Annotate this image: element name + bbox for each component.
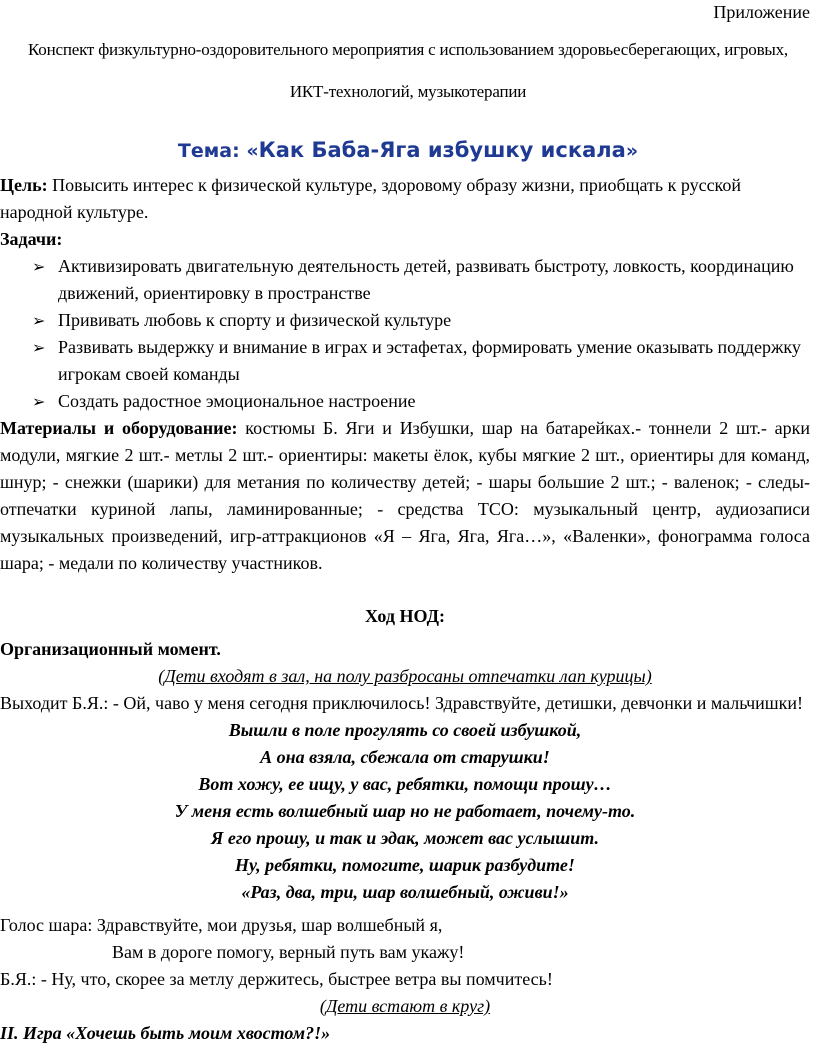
course-heading: Ход НОД: xyxy=(364,606,445,626)
arrow-bullet-icon: ➢ xyxy=(32,392,46,411)
poem-line: Вот хожу, ее ищу, у вас, ребятки, помощи прошу… xyxy=(198,774,612,794)
goal-text: Повысить интерес к физической культуре, здоровому образу жизни, приобщать к русской народной культуре. xyxy=(0,175,742,222)
materials-label: Материалы и оборудование: xyxy=(0,418,238,438)
task-text: Активизировать двигательную деятельность детей, развивать быстроту, ловкость, координацию движений, ориентировку в пространстве xyxy=(58,256,794,303)
document-body xyxy=(0,172,810,1047)
list-item xyxy=(32,334,810,388)
arrow-bullet-icon: ➢ xyxy=(32,338,46,357)
task-text: Развивать выдержку и внимание в играх и эстафетах, формировать умение оказывать поддержку игрокам своей команды xyxy=(58,337,801,384)
summary-title-line-2: ИКТ-технологий, музыкотерапии xyxy=(289,82,527,101)
topic-prefix: Тема: « xyxy=(177,140,259,162)
poem-line: Вышли в поле прогулять со своей избушкой, xyxy=(228,720,582,740)
poem-line: У меня есть волшебный шар но не работает, почему-то. xyxy=(174,801,636,821)
stage-direction-circle: (Дети встают в круг) xyxy=(319,996,491,1016)
arrow-bullet-icon: ➢ xyxy=(32,311,46,330)
baba-yaga-intro: Выходит Б.Я.: - Ой, чаво у меня сегодня приключилось! Здравствуйте, детишки, девчонки и мальчишки! xyxy=(0,693,804,713)
game-title: II. Игра «Хочешь быть моим хвостом?!» xyxy=(0,1023,331,1043)
poem-line: А она взяла, сбежала от старушки! xyxy=(260,747,550,767)
list-item xyxy=(32,388,810,415)
materials-text: костюмы Б. Яги и Избушки, шар на батарейках.- тоннели 2 шт.- арки модули, мягкие 2 шт.- метлы 2 шт.- ориентиры: макеты ёлок, кубы мягкие 2 шт., ориентиры для команд, шнур; - снежки (шарики) для метания по количеству детей; - шары большие 2 шт.; - валенок; - следы-отпечатки куриной лапы, ламинированные; - средства ТСО: музыкальный центр, аудиозаписи музыкальных произведений, игр-аттракционов «Я – Яга, Яга, Яга…», «Валенки», фонограмма голоса шара; - медали по количеству участников. xyxy=(0,418,810,573)
ball-voice-line-1: Голос шара: Здравствуйте, мои друзья, шар волшебный я, xyxy=(0,915,443,935)
tasks-list xyxy=(0,253,810,415)
topic-title: Как Баба-Яга избушку искала xyxy=(258,138,626,162)
topic-suffix: » xyxy=(625,140,639,162)
stage-direction-entry: (Дети входят в зал, на полу разбросаны отпечатки лап курицы) xyxy=(158,666,652,686)
org-moment-heading: Организационный момент. xyxy=(0,639,221,659)
ball-voice-line-2: Вам в дороге помогу, верный путь вам укажу! xyxy=(112,942,465,962)
appendix-label: Приложение xyxy=(713,2,810,22)
topic-heading xyxy=(0,138,816,162)
tasks-label: Задачи: xyxy=(0,229,63,249)
poem-line: Ну, ребятки, помогите, шарик разбудите! xyxy=(235,855,575,875)
poem-block xyxy=(0,717,810,906)
poem-line: Я его прошу, и так и эдак, может вас услышит. xyxy=(211,828,599,848)
list-item xyxy=(32,253,810,307)
arrow-bullet-icon: ➢ xyxy=(32,257,46,276)
poem-line: «Раз, два, три, шар волшебный, оживи!» xyxy=(241,882,569,902)
goal-label: Цель: xyxy=(0,175,48,195)
baba-yaga-broom-line: Б.Я.: - Ну, что, скорее за метлу держитесь, быстрее ветра вы помчитесь! xyxy=(0,969,553,989)
summary-title-line-1: Конспект физкультурно-оздоровительного мероприятия с использованием здоровьесберегающих, игровых, xyxy=(28,40,788,59)
materials-paragraph xyxy=(0,415,810,577)
task-text: Прививать любовь к спорту и физической культуре xyxy=(58,310,452,330)
task-text: Создать радостное эмоциональное настроение xyxy=(58,391,416,411)
goal-paragraph xyxy=(0,172,810,226)
list-item xyxy=(32,307,810,334)
